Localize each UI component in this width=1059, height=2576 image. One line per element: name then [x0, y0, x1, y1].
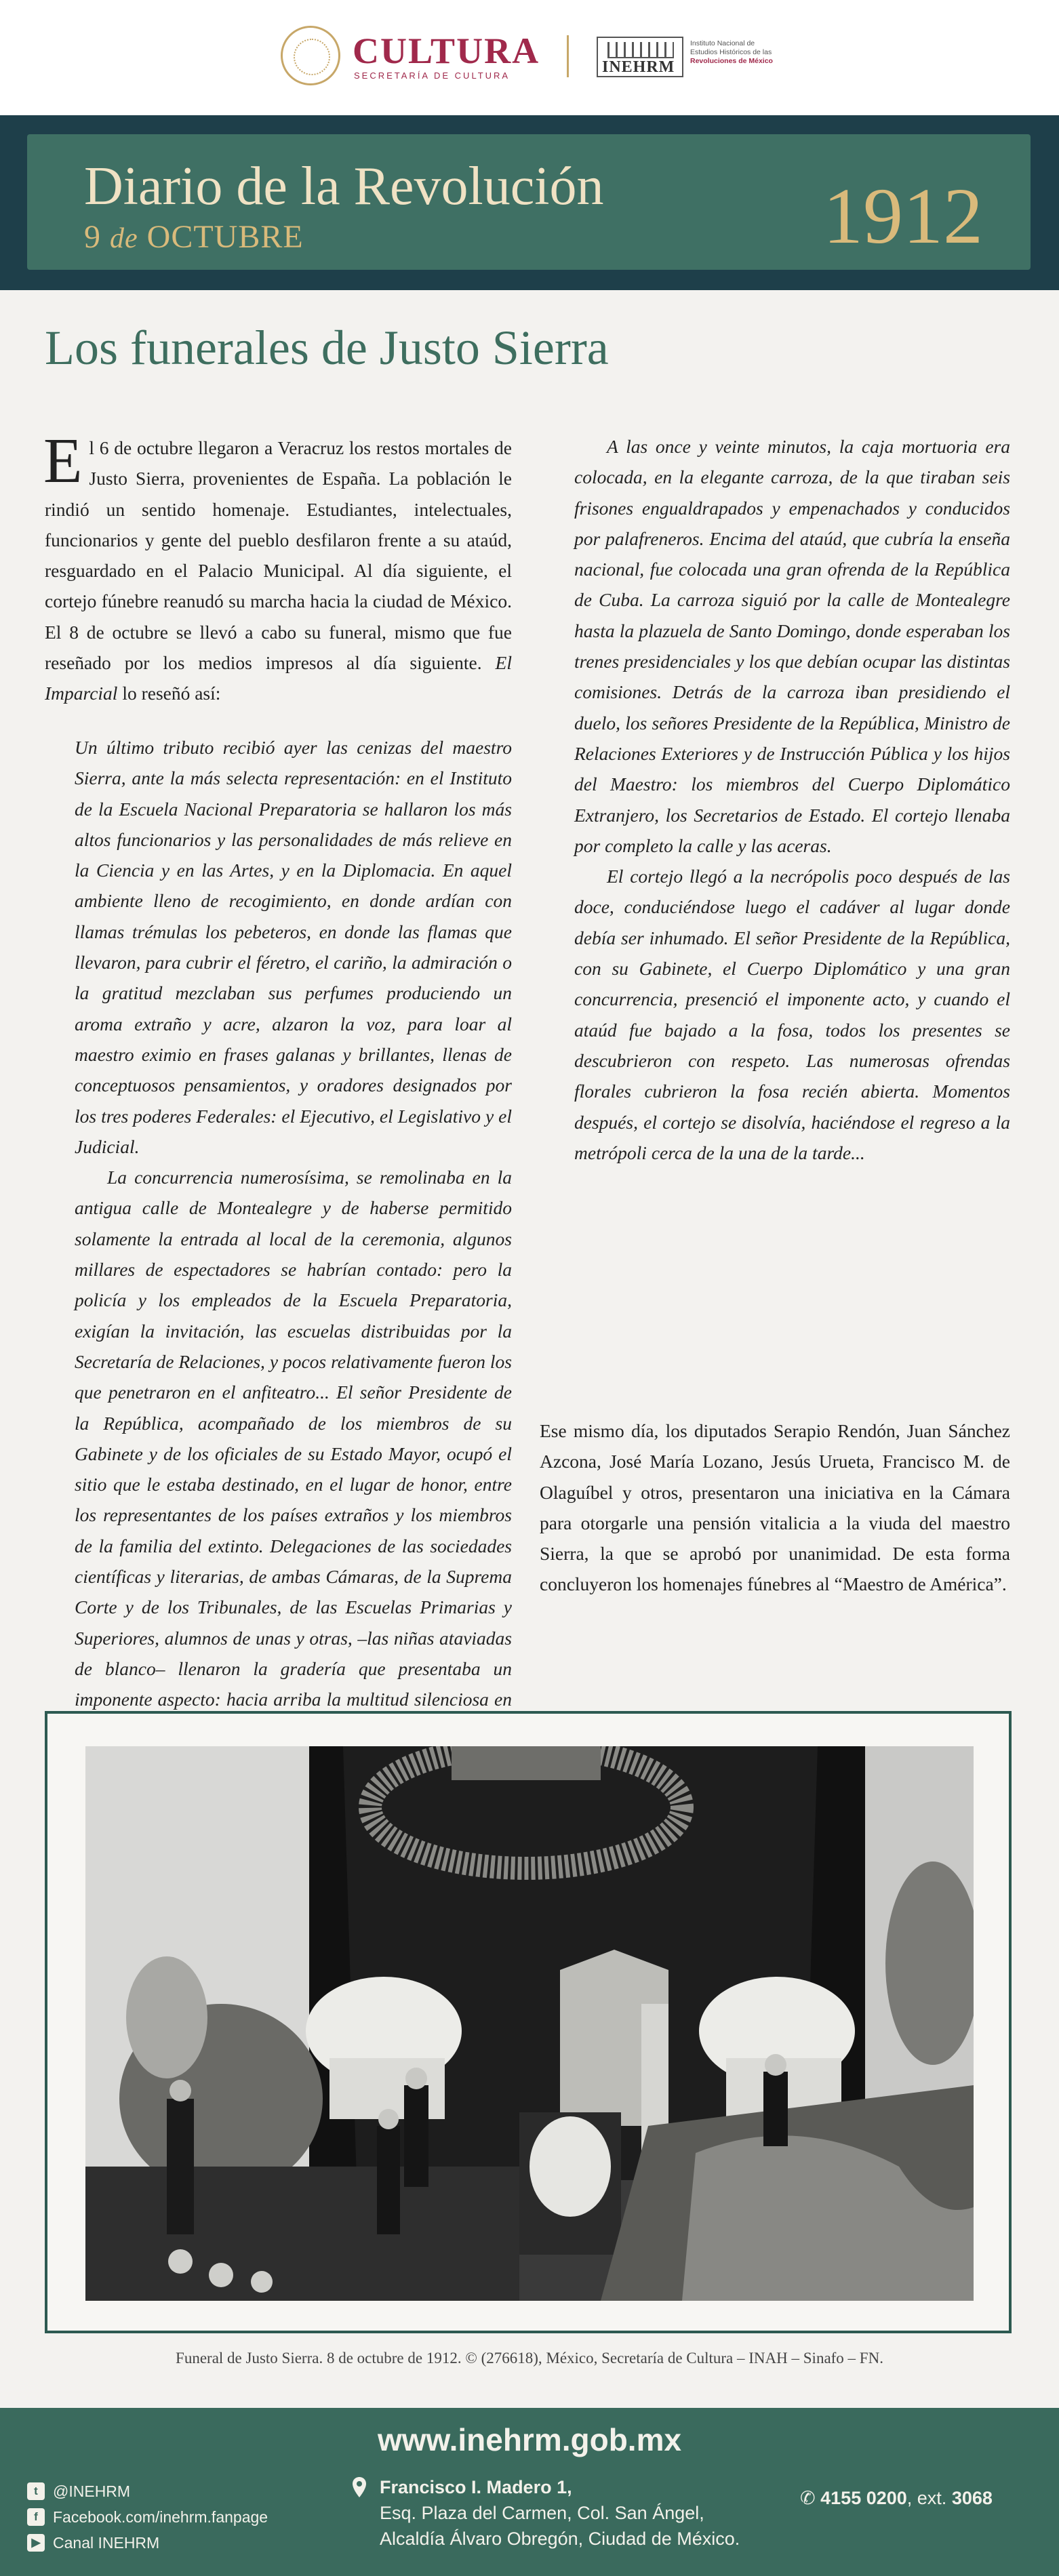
intro-tail: lo reseñó así: — [122, 683, 221, 704]
twitter-handle: @INEHRM — [53, 2482, 131, 2500]
quote-left-column — [75, 732, 512, 1807]
inehrm-line-1: Instituto Nacional de — [690, 39, 755, 47]
website-link[interactable]: www.inehrm.gob.mx — [377, 2422, 682, 2457]
youtube-channel: Canal INEHRM — [53, 2534, 160, 2552]
location-pin-icon — [353, 2477, 366, 2497]
facebook-icon: f — [27, 2508, 45, 2526]
phone-main: 4155 0200 — [820, 2488, 907, 2508]
address-street: Francisco I. Madero 1, — [380, 2477, 572, 2497]
article-intro — [43, 426, 512, 709]
banner-de: de — [110, 223, 138, 254]
facebook-link[interactable] — [27, 2504, 268, 2530]
quote-paragraph-1: Un último tributo recibió ayer las cenizas del maestro Sierra, ante la más selecta representación: en el Instituto de la Escuela Nacional Preparatoria se hallaron los más altos funcionarios y las personalidades de más relieve en la Ciencia y en las Artes, y en la Diplomacia. En aquel ambiente lleno de recogimiento, en donde ardían con llamas trémulas los pebeteros, en donde las flamas que llevaron, para cubrir el féretro, el cariño, la admiración o la gratitud mezclaban sus perfumes produciendo un aroma extraño y acre, alzaron la voz, para loar al maestro eximio en frases galanas y brillantes, llenas de conceptuosos pensamientos, y oradores designados por los tres poderes Federales: el Ejecutivo, el Legislativo y el Judicial. — [75, 737, 512, 1157]
inehrm-logo-lines — [690, 39, 805, 66]
inehrm-logo-text: INEHRM — [602, 58, 675, 76]
social-links — [27, 2478, 268, 2556]
address-line-2: Esq. Plaza del Carmen, Col. San Ángel, — [380, 2503, 704, 2523]
phone-icon: ✆ — [800, 2488, 816, 2508]
intro-source: El Imparcial — [45, 652, 512, 704]
cultura-logo-subtitle: SECRETARÍA DE CULTURA — [354, 71, 511, 81]
phone-number[interactable] — [800, 2488, 993, 2509]
title-banner — [0, 115, 1059, 290]
youtube-icon: ▶ — [27, 2534, 45, 2552]
phone-ext-label: , ext. — [906, 2488, 947, 2508]
phone-ext: 3068 — [951, 2488, 993, 2508]
youtube-link[interactable] — [27, 2530, 268, 2556]
closing-paragraph: Ese mismo día, los diputados Serapio Rendón, Juan Sánchez Azcona, José María Lozano, Jesús Urueta, Francisco M. de Olaguíbel y otros, presentaron una iniciativa en la Cámara para otorgarle una pensión vitalicia a la viuda del maestro Sierra, la que se aprobó por unanimidad. De esta forma concluyeron los homenajes fúnebres al “Maestro de América”. — [540, 1420, 1010, 1595]
address-line-3: Alcaldía Álvaro Obregón, Ciudad de México. — [380, 2529, 740, 2549]
photo-caption: Funeral de Justo Sierra. 8 de octubre de 1912. © (276618), México, Secretaría de Cultura – INAH – Sinafo – FN. — [176, 2350, 883, 2367]
drop-cap: E — [43, 426, 83, 496]
inehrm-line-2: Estudios Históricos de las — [690, 48, 772, 56]
quote-paragraph-3: A las once y veinte minutos, la caja mortuoria era colocada, en la elegante carroza, de la que tiraban seis frisones engualdrapados y empenachados y conducidos por palafreneros. Encima del ataúd, que cubría la enseña nacional, fue colocada una gran ofrenda de la República de Cuba. La carroza siguió por la calle de Montealegre hasta la plazuela de Santo Domingo, donde esperaban los trenes presidenciales y los que debían ocupar las distintas comisiones. Detrás de la carroza iban presidiendo el duelo, los señores Presidente de la República, Ministro de Relaciones Exteriores y de Instrucción Pública y los hijos del Maestro: los miembros del Cuerpo Diplomático Extranjero, los Secretarios de Estado. El cortejo llenaba por completo la calle y las aceras. — [574, 436, 1010, 856]
banner-date — [84, 218, 304, 256]
quote-paragraph-2: La concurrencia numerosísima, se remolinaba en la antigua calle de Montealegre y de haberse permitido solamente la entrada al local de la ceremonia, algunos millares de espectadores se habrían contado: pero la policía y los empleados de la Escuela Preparatoria, exigían la invitación, las escuelas distribuidas por la Secretaría de Relaciones, y pocos relativamente fueron los que penetraron en el anfiteatro... El señor Presidente de la República, acompañado de los miembros de su Gabinete y de los oficiales de su Estado Mayor, ocupó el sitio que le estaba destinado, en el lugar de honor, entre los representantes de los países extraños y los miembros de la familia del extinto. Delegaciones de las sociedades científicas y literarias, de ambas Cámaras, de la Suprema Corte y de los Tribunales, de las Escuelas Primarias y Superiores, alumnos de unas y otras, –las niñas ataviadas de blanco– llenaron la gradería que presentaba un imponente aspecto: hacia arriba la multitud silenciosa en — [75, 1167, 512, 1710]
banner-day: 9 — [84, 219, 101, 255]
cultura-logo-text: CULTURA — [353, 31, 540, 71]
banner-title: Diario de la Revolución — [84, 157, 604, 216]
article-headline: Los funerales de Justo Sierra — [45, 321, 609, 375]
funeral-photo — [85, 1746, 974, 2301]
intro-text: l 6 de octubre llegaron a Veracruz los restos mortales de Justo Sierra, provenientes de España. La población le rindió un sentido homenaje. Estudiantes, intelectuales, funcionarios y gente del pueblo desfilaron frente a su ataúd, resguardado en el Palacio Municipal. Al día siguiente, el cortejo fúnebre reanudó su marcha hacia la ciudad de México. El 8 de octubre se llevó a cabo su funeral, mismo que fue reseñado por los medios impresos al día siguiente. — [45, 437, 512, 674]
banner-year: 1912 — [823, 172, 983, 260]
footer — [0, 2408, 1059, 2576]
inehrm-line-3: Revoluciones de México — [690, 57, 773, 65]
inehrm-logo — [597, 37, 800, 80]
facebook-url: Facebook.com/inehrm.fanpage — [53, 2508, 268, 2526]
mexico-seal-icon — [281, 26, 340, 85]
inehrm-building-icon — [597, 37, 683, 77]
title-banner-panel — [27, 134, 1031, 270]
quote-right-column — [574, 431, 1010, 1168]
photo-frame — [45, 1711, 1012, 2333]
twitter-link[interactable] — [27, 2478, 268, 2504]
top-logo-bar — [0, 0, 1059, 115]
quote-paragraph-4: El cortejo llegó a la necrópolis poco después de las doce, conduciéndose luego el cadáver al lugar donde debía ser inhumado. El señor Presidente de la República, con su Gabinete, el Cuerpo Diplomático y una gran concurrencia, presenció el imponente acto, y cuando el ataúd fue bajado a la fosa, todos los presentes se descubrieron con respeto. Las numerosas ofrendas florales cubrieron la fosa recién abierta. Momentos después, el cortejo se disolvía, haciéndose el regreso a la metrópoli cerca de la una de la tarde... — [574, 866, 1010, 1163]
banner-month: OCTUBRE — [146, 219, 304, 255]
logo-divider — [567, 35, 569, 77]
twitter-icon: t — [27, 2482, 45, 2500]
cultura-logo — [281, 26, 565, 87]
